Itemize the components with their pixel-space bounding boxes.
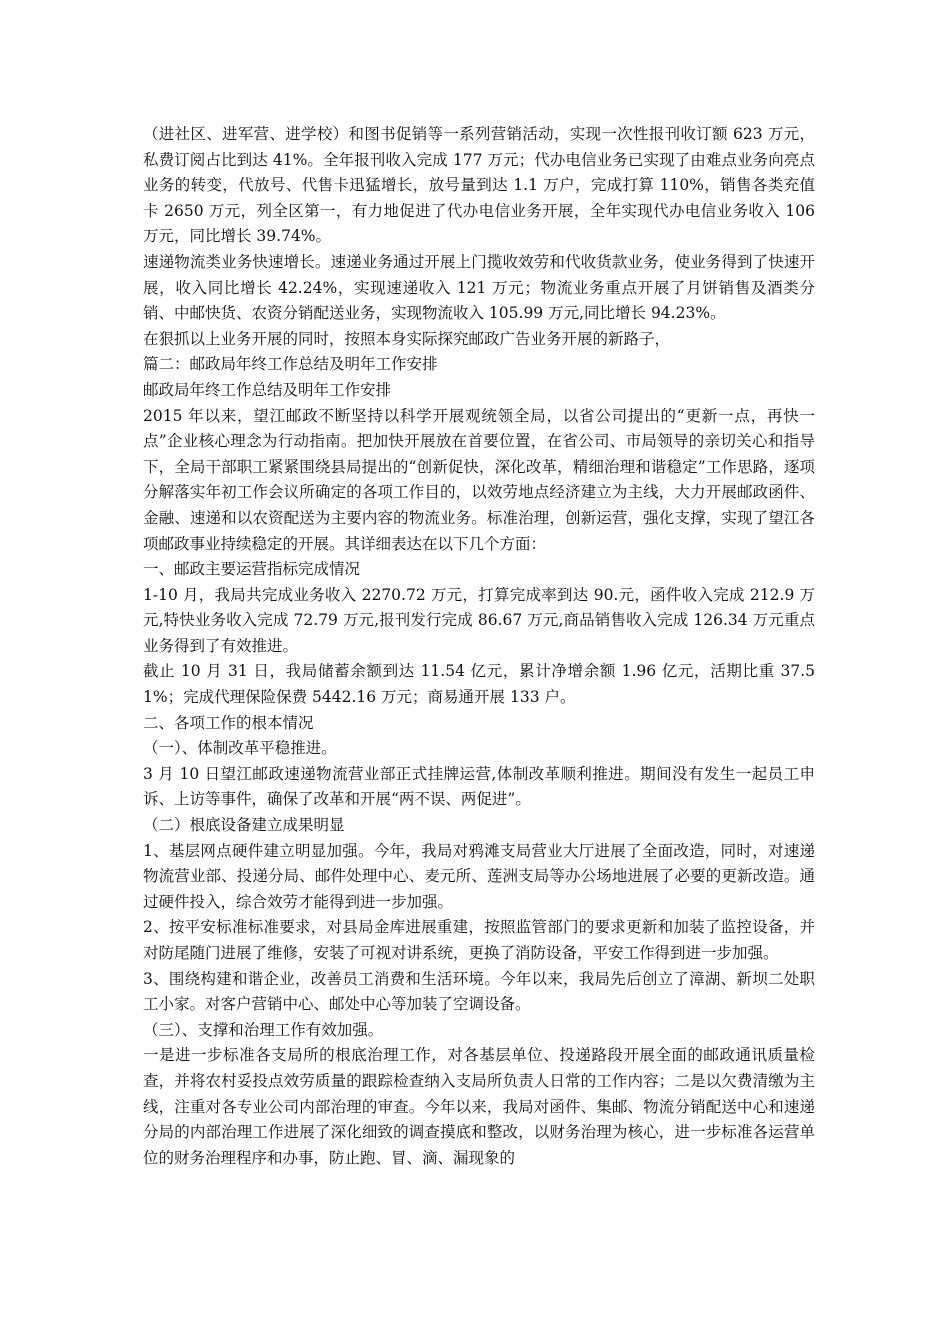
subheading-support-management: （三）、支撑和治理工作有效加强。 <box>143 1020 384 1039</box>
paragraph-reform-details: 3 月 10 日望江邮政速递物流营业部正式挂牌运营,体制改革顺利推进。期间没有发生一起员工申诉、上访等事件，确保了改革和开展“两不误、两促进”。 <box>143 764 815 809</box>
subheading-system-reform: （一）、体制改革平稳推进。 <box>143 739 337 758</box>
heading-basic-situation: 二、各项工作的根本情况 <box>143 713 314 732</box>
paragraph-business-income: 1-10 月，我局共完成业务收入 2270.72 万元，打算完成率到达 90.元，函件收入完成 212.9 万元,特快业务收入完成 72.79 万元,报刊发行完成 86.67 万元,商品销售收入完成 126.34 万元重点业务得到了有效推进。 <box>143 585 815 655</box>
section-heading-part-two: 篇二：邮政局年终工作总结及明年工作安排 <box>143 355 438 374</box>
paragraph-express-logistics: 速递物流类业务快速增长。速递业务通过开展上门揽收效劳和代收货款业务，使业务得到了快速开展，收入同比增长 42.24%，实现速递收入 121 万元；物流业务重点开展了月饼销售及酒类分销、中邮快货、农资分销配送业务，实现物流收入 105.99 万元,同比增长 94.23%。 <box>143 252 815 323</box>
document-body <box>143 122 815 1171</box>
paragraph-savings-balance: 截止 10 月 31 日，我局储蓄余额到达 11.54 亿元，累计净增余额 1.96 亿元，活期比重 37.51%；完成代理保险保费 5442.16 万元；商易通开展 133 户。 <box>143 662 815 707</box>
paragraph-newspaper-sales: （进社区、进军营、进学校）和图书促销等一系列营销活动，实现一次性报刊收订额 623 万元，私费订阅占比到达 41%。全年报刊收入完成 177 万元；代办电信业务已实现了由难点业务向亮点业务的转变，代放号、代售卡迅猛增长，放号量到达 1.1 万户，完成打算 110%，销售各类充值卡 2650 万元，列全区第一，有力地促进了代办电信业务开展，全年实现代办电信业务收入 106 万元，同比增长 39.74%。 <box>143 125 815 246</box>
paragraph-safety-standards: 2、按平安标准标准要求，对县局金库进展重建，按照监管部门的要求更新和加装了监控设备，并对防尾随门进展了维修，安装了可视对讲系统，更换了消防设备，平安工作得到进一步加强。 <box>143 918 815 962</box>
paragraph-hardware-upgrade: 1、基层网点硬件建立明显加强。今年，我局对鸦滩支局营业大厅进展了全面改造，同时，对速递物流营业部、投递分局、邮件处理中心、麦元所、莲洲支局等办公场地进展了必要的更新改造。通过硬件投入，综合效劳才能得到进一步加强。 <box>143 841 815 911</box>
heading-operating-indicators: 一、邮政主要运营指标完成情况 <box>143 560 361 579</box>
paragraph-introduction: 2015 年以来，望江邮政不断坚持以科学开展观统领全局，以省公司提出的“更新一点，再快一点”企业核心理念为行动指南。把加快开展放在首要位置，在省公司、市局领导的亲切关心和指导下，全局干部职工紧紧围绕县局提出的“创新促快，深化改革，精细治理和谐稳定”工作思路，逐项分解落实年初工作会议所确定的各项工作目的，以效劳地点经济建立为主线，大力开展邮政函件、金融、速递和以农资配送为主要内容的物流业务。标准治理，创新运营，强化支撑，实现了望江各项邮政事业持续稳定的开展。其详细表达在以下几个方面： <box>143 406 815 553</box>
paragraph-advertising: 在狠抓以上业务开展的同时，按照本身实际探究邮政广告业务开展的新路子， <box>143 329 671 348</box>
subheading-infrastructure: （二）根底设备建立成果明显 <box>143 816 345 835</box>
paragraph-harmonious-enterprise: 3、围绕构建和谐企业，改善员工消费和生活环境。今年以来，我局先后创立了漳湖、新坝二处职工小家。对客户营销中心、邮处中心等加装了空调设备。 <box>143 969 815 1014</box>
paragraph-management-standards: 一是进一步标准各支局所的根底治理工作，对各基层单位、投递路段开展全面的邮政通讯质量检查，并将农村妥投点效劳质量的跟踪检查纳入支局所负责人日常的工作内容；二是以欠费清缴为主线，注重对各专业公司内部治理的审查。今年以来，我局对函件、集邮、物流分销配送中心和速递分局的内部治理工作进展了深化细致的调查摸底和整改，以财务治理为核心，进一步标准各运营单位的财务治理程序和办事，防止跑、冒、滴、漏现象的 <box>143 1046 815 1167</box>
document-title: 邮政局年终工作总结及明年工作安排 <box>143 380 392 399</box>
